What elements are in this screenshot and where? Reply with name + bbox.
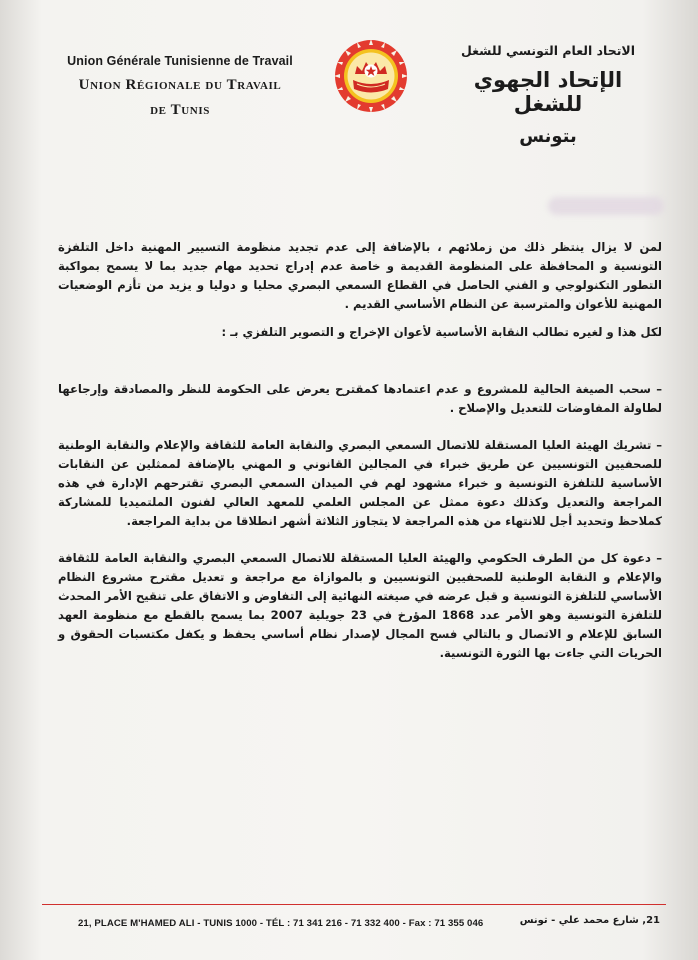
footer-divider (42, 904, 666, 905)
regional-union-city-fr: de Tunis (150, 102, 210, 118)
footer-address-fr: 21, PLACE M'HAMED ALI - TUNIS 1000 - TÉL : 71 341 216 - 71 332 400 - Fax : 71 355 046 (78, 918, 484, 929)
demand-item-3: – دعوة كل من الطرف الحكومي والهيئة العليا المستقلة للاتصال السمعي البصري والنقابة العامة للثقافة والإعلام و النقابة الوطنية للصحفيين التونسيين و بالموازاة مع مراجعة و تعديل مقترح مشروع النظام الأساسي للتلفزة التونسية و قبل عرضه في صيغته النهائية إلى التفاوض و الاتفاق على تنقيح الأمر المحدث للتلفزة التونسية وهو الأمر عدد 1868 المؤرخ في 23 جويلية 2007 بما يسمح بالقطع مع منظومة العهد السابق للإعلام و الاتصال و بالتالي فسح المجال لإصدار نظام أساسي يحفظ و يكفل مكتسبات الحقوق و الحريات التي جاءت بها الثورة التونسية. (58, 551, 662, 660)
letterhead-arabic (440, 43, 656, 147)
regional-union-city-ar: بتونس (519, 126, 577, 147)
demand-item-1: – سحب الصيغة الحالية للمشروع و عدم اعتمادها كمقترح يعرض على الحكومة للنظر والمصادقة وإرجاعها لطاولة المفاوضات للتعديل والإصلاح . (58, 382, 662, 415)
ugtt-logo-icon (333, 38, 409, 114)
regional-union-name-fr: Union Régionale du Travail (78, 77, 282, 93)
union-name-fr: Union Générale Tunisienne de Travail (67, 54, 293, 68)
demand-item-2: – تشريك الهيئة العليا المستقلة للاتصال السمعي البصري والنقابة العامة للثقافة والإعلام والنقابة الوطنية للصحفيين التونسيين عن طريق خبراء في المجالين القانوني و المهني بالإضافة لممثلين عن النقابات الأساسية للتلفزة التونسية و خبراء مشهود لهم في الميدان السمعي البصري تقترحهم الإدارة في هذه المراجعة والتعديل وكذلك دعوة ممثل عن المجلس العلمي للمعهد العالي لفنون الملتميديا للمشاركة كملاحظ وتحديد أجل للانتهاء من هذه المراجعة لا يتجاوز الثلاثة أشهر انطلاقا من بداية المراجعة. (58, 438, 662, 528)
letter-body (58, 238, 662, 681)
redacted-text-blur (548, 197, 664, 215)
letterhead-french (60, 54, 300, 119)
union-name-ar: الاتحاد العام التونسي للشغل (460, 43, 636, 58)
body-intro-paragraph: لمن لا يزال ينتظر ذلك من زملائهم ، بالإضافة إلى عدم تجديد منظومة التسيير المهنية داخل التلفزة التونسية و المحافظة على المنظومة القديمة و خاصة عدم إدراج تحديد مهام جديد بما لا يسمح بمواكبة التطور التكنولوجي و الفني الحاصل في القطاع السمعي البصري محليا و دوليا و يزيد من تأزم الوضعيات المهنية للأعوان والمترسبة عن النظام الأساسي القديم . (58, 240, 662, 311)
regional-union-name-ar: الإتحاد الجهوي للشغل (473, 68, 623, 116)
body-demands-lead: لكل هذا و لغيره تطالب النقابة الأساسية لأعوان الإخراج و التصوير التلفزي بـ : (221, 325, 662, 339)
footer-address-ar: 21, شارع محمد علي - تونس (519, 915, 660, 926)
